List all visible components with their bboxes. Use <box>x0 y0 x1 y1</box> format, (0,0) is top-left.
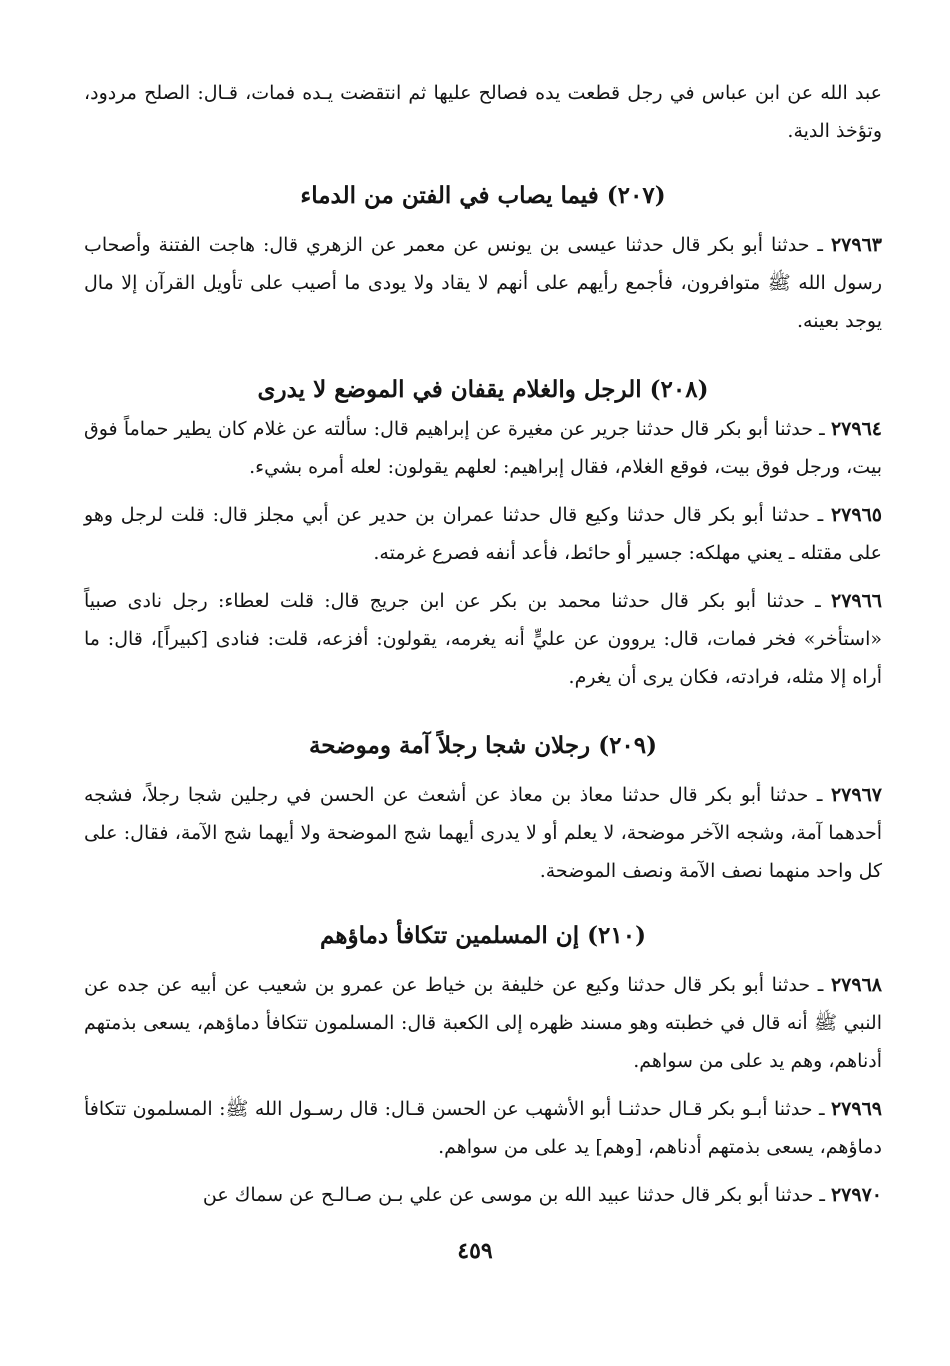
section-title: فيما يصاب في الفتن من الدماء <box>300 182 599 209</box>
hadith-27967 <box>84 776 882 890</box>
section-heading-209 <box>84 726 882 766</box>
hadith-text: ـ حدثنا أبو بكر قال حدثنا وكيع عن خليفة بن خياط عن عمرو بن شعيب عن أبيه عن جده عن النبي ﷺ أنه قال في خطبته وهو مسند ظهره إلى الكعبة قال: المسلمون تتكافأ دماؤهم، يسعى بذمتهم أدناهم، وهم يد على من سواهم. <box>84 974 882 1072</box>
hadith-27969 <box>84 1090 882 1166</box>
section-title: رجلان شجا رجلاً آمة وموضحة <box>308 732 591 759</box>
hadith-number: ٢٧٩٦٨ <box>830 974 882 996</box>
hadith-27963 <box>84 226 882 340</box>
hadith-number: ٢٧٩٦٦ <box>830 590 883 612</box>
hadith-text: ـ حدثنا أبو بكر قال حدثنا وكيع قال حدثنا عمران بن حدير عن أبي مجلز قال: قلت لرجل وهو على مقتله ـ يعني مهلكه: جسير أو حائط، فأعد أنفه فصرع غرمته. <box>84 504 882 564</box>
section-heading-210 <box>84 916 882 956</box>
hadith-27970 <box>84 1176 882 1214</box>
hadith-text: ـ حدثنا أبو بكر قال حدثنا معاذ بن معاذ عن أشعث عن الحسن في رجلين شجا رجلاً، فشجه أحدهما آمة، وشجه الآخر موضحة، لا يعلم أو لا يدرى أيهما شج الموضحة ولا أيهما شج الآمة، فقال: على كل واحد منهما نصف الآمة ونصف الموضحة. <box>84 784 882 882</box>
hadith-number: ٢٧٩٦٩ <box>830 1098 882 1120</box>
intro-paragraph: عبد الله عن ابن عباس في رجل قطعت يده فصالح عليها ثم انتقضت يـده فمات، قـال: الصلح مردود، وتؤخذ الدية. <box>84 82 882 142</box>
section-number: (٢٠٩) <box>598 732 658 759</box>
hadith-number: ٢٧٩٦٥ <box>830 504 882 526</box>
section-heading-207 <box>84 176 882 216</box>
hadith-text: ـ حدثنا أبو بكر قال حدثنا عيسى بن يونس عن معمر عن الزهري قال: هاجت الفتنة وأصحاب رسول الله ﷺ متوافرون، فأجمع رأيهم على أنهم لا يقاد ولا يودى ما أصيب على تأويل القرآن إلا مال يوجد بعينه. <box>84 234 882 332</box>
section-number: (٢٠٧) <box>606 182 666 209</box>
hadith-text: ـ حدثنا أبو بكر قال حدثنا جرير عن مغيرة عن إبراهيم قال: سألته عن غلام كان يطير حماماً فوق بيت، ورجل فوق بيت، فوقع الغلام، فقال إبراهيم: لعلهم يقولون: لعله أمره بشيء. <box>84 418 882 478</box>
hadith-text: ـ حدثنا أبو بكر قال حدثنا عبيد الله بن موسى عن علي بـن صـالـح عن سماك عن <box>202 1184 825 1206</box>
section-number: (٢٠٨) <box>649 376 709 403</box>
hadith-text: ـ حدثنا أبو بكر قال حدثنا محمد بن بكر عن ابن جريج قال: قلت لعطاء: رجل نادى صبياً «استأخر» فخر فمات، قال: يروون عن عليٍّ أنه يغرمه، يقولون: أفزعه، قلت: فنادى [كبيراً]، قال: ما أراه إلا مثله، فرادته، فكان يرى أن يغرم. <box>84 590 882 688</box>
section-title: إن المسلمين تتكافأ دماؤهم <box>320 922 580 949</box>
section-heading-208 <box>84 370 882 410</box>
section-number: (٢١٠) <box>587 922 646 949</box>
page-body <box>84 74 882 1214</box>
hadith-27968 <box>84 966 882 1080</box>
hadith-number: ٢٧٩٦٣ <box>830 234 882 256</box>
page-number: ٤٥٩ <box>457 1238 493 1264</box>
hadith-number: ٢٧٩٧٠ <box>830 1184 882 1206</box>
hadith-27965 <box>84 496 882 572</box>
hadith-number: ٢٧٩٦٧ <box>830 784 882 806</box>
hadith-27966 <box>84 582 882 696</box>
hadith-number: ٢٧٩٦٤ <box>830 418 882 440</box>
hadith-text: ـ حدثنا أبـو بكر قـال حدثنـا أبو الأشهب عن الحسن قـال: قال رسـول الله ﷺ: المسلمون تتكافأ دماؤهم، يسعى بذمتهم أدناهم، [وهم] يد على من سواهم. <box>84 1098 882 1158</box>
section-title: الرجل والغلام يقفان في الموضع لا يدرى <box>257 376 642 403</box>
hadith-27964 <box>84 410 882 486</box>
